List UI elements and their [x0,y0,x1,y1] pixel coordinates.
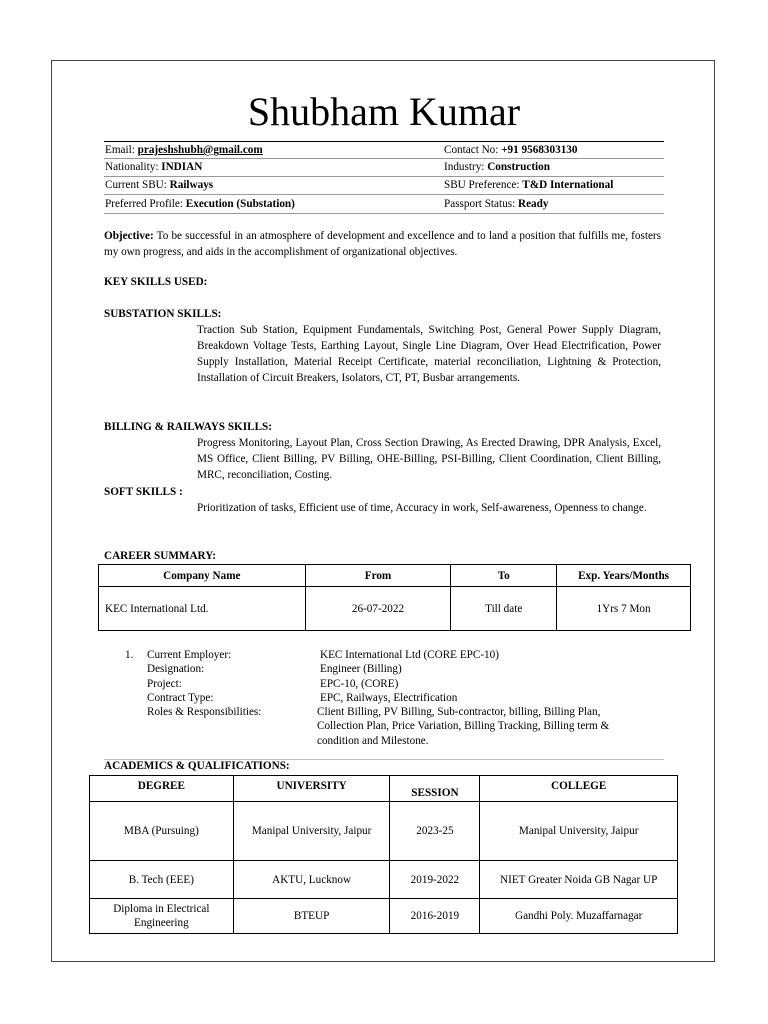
career-to: Till date [451,587,557,631]
career-experience: 1Yrs 7 Mon [557,587,691,631]
college-cell: Gandhi Poly. Muzaffarnagar [480,899,678,934]
sbu-pref-row [444,178,613,192]
college-cell: NIET Greater Noida GB Nagar UP [480,861,678,899]
billing-skills-text: Progress Monitoring, Layout Plan, Cross Section Drawing, As Erected Drawing, DPR Analysis, Excel, MS Office, Client Billing, PV Billing, OHE-Billing, PSI-Billing, Client Coordination, Client Billing, MRC, reconciliation, Costing. [197,437,661,481]
career-header-cell: Company Name [99,565,306,587]
info-rule [104,176,664,177]
objective-paragraph [104,228,661,260]
career-header-cell: Exp. Years/Months [557,565,691,587]
industry-label: Industry: [444,161,488,173]
soft-skills-text: Prioritization of tasks, Efficient use of time, Accuracy in work, Self-awareness, Openness to change. [197,502,647,514]
passport-row [444,197,548,211]
info-rule [104,213,664,214]
sbu-label: Current SBU: [105,179,170,191]
list-number: 1. [125,649,134,661]
university-cell: BTEUP [233,899,390,934]
nationality-value: INDIAN [161,161,203,173]
career-table [98,564,691,631]
substation-skills-text: Traction Sub Station, Equipment Fundamentals, Switching Post, General Power Supply Diagram, Breakdown Voltage Tests, Earthing Layout, Single Line Diagram, Over Head Electrification, Power Supply Installation, Material Receipt Certificate, material reconciliation, Lightning & Protection, Installation of Circuit Breakers, Isolators, CT, PT, Busbar arrangements. [197,324,661,384]
career-company: KEC International Ltd. [99,587,306,631]
career-header-cell: From [305,565,451,587]
roles-line: Client Billing, PV Billing, Sub-contractor, billing, Billing Plan, [317,706,601,718]
substation-heading: SUBSTATION SKILLS: [104,308,222,320]
sbu-pref-value: T&D International [522,179,614,191]
sbu-row [105,178,213,192]
nationality-label: Nationality: [105,161,162,173]
degree-cell: MBA (Pursuing) [90,802,234,861]
table-row [90,802,678,861]
info-rule [104,194,664,195]
academics-heading: ACADEMICS & QUALIFICATIONS: [104,760,290,772]
sbu-value: Railways [169,179,214,191]
info-rule [104,141,664,142]
table-row [90,861,678,899]
session-cell: 2016-2019 [390,899,480,934]
roles-label: Roles & Responsibilities: [147,706,262,718]
contact-row [444,143,577,157]
objective-label: Objective: [104,230,154,242]
sbu-pref-label: SBU Preference: [444,179,523,191]
degree-cell: Diploma in Electrical Engineering [90,899,234,934]
nationality-row [105,160,202,174]
key-skills-heading: KEY SKILLS USED: [104,276,208,288]
email-link[interactable]: prajeshshubh@gmail.com [137,144,263,156]
table-row [90,899,678,934]
profile-row [105,197,295,211]
career-summary-heading: CAREER SUMMARY: [104,550,216,562]
session-cell: 2023-25 [390,802,480,861]
objective-text: To be successful in an atmosphere of development and excellence and to land a position that fulfills me, fosters my own progress, and aids in the accomplishment of organizational objectives. [104,230,661,258]
profile-label: Preferred Profile: [105,198,186,210]
roles-line: Collection Plan, Price Variation, Billing Tracking, Billing term & [317,720,610,732]
employer-label: Current Employer: [147,649,232,661]
table-row [99,587,691,631]
career-header-row [99,565,691,587]
college-cell: Manipal University, Jaipur [480,802,678,861]
career-from: 26-07-2022 [305,587,451,631]
passport-label: Passport Status: [444,198,518,210]
designation-label: Designation: [147,663,205,675]
email-row [105,143,263,157]
degree-cell: B. Tech (EEE) [90,861,234,899]
contact-label: Contact No: [444,144,502,156]
email-label: Email: [105,144,138,156]
academics-header-cell: COLLEGE [480,776,678,802]
project-value: EPC-10, (CORE) [320,678,399,690]
industry-value: Construction [487,161,550,173]
session-cell: 2019-2022 [390,861,480,899]
academics-header-cell: DEGREE [90,776,234,802]
roles-line: condition and Milestone. [317,735,429,747]
soft-skills-heading: SOFT SKILLS : [104,486,183,498]
profile-value: Execution (Substation) [185,198,295,210]
billing-heading: BILLING & RAILWAYS SKILLS: [104,421,272,433]
contract-type-value: EPC, Railways, Electrification [320,692,458,704]
candidate-name: Shubham Kumar [247,89,521,134]
academics-rule [104,759,664,760]
project-label: Project: [147,678,182,690]
academics-header-cell: UNIVERSITY [233,776,390,802]
university-cell: Manipal University, Jaipur [233,802,390,861]
academics-header-row [90,776,678,802]
industry-row [444,160,550,174]
university-cell: AKTU, Lucknow [233,861,390,899]
academics-header-cell: SESSION [390,776,480,802]
passport-value: Ready [517,198,549,210]
academics-table [89,775,678,934]
info-rule [104,158,664,159]
contract-type-label: Contract Type: [147,692,214,704]
contact-value: +91 9568303130 [501,144,578,156]
designation-value: Engineer (Billing) [320,663,402,675]
career-header-cell: To [451,565,557,587]
employer-value: KEC International Ltd (CORE EPC-10) [320,649,499,661]
